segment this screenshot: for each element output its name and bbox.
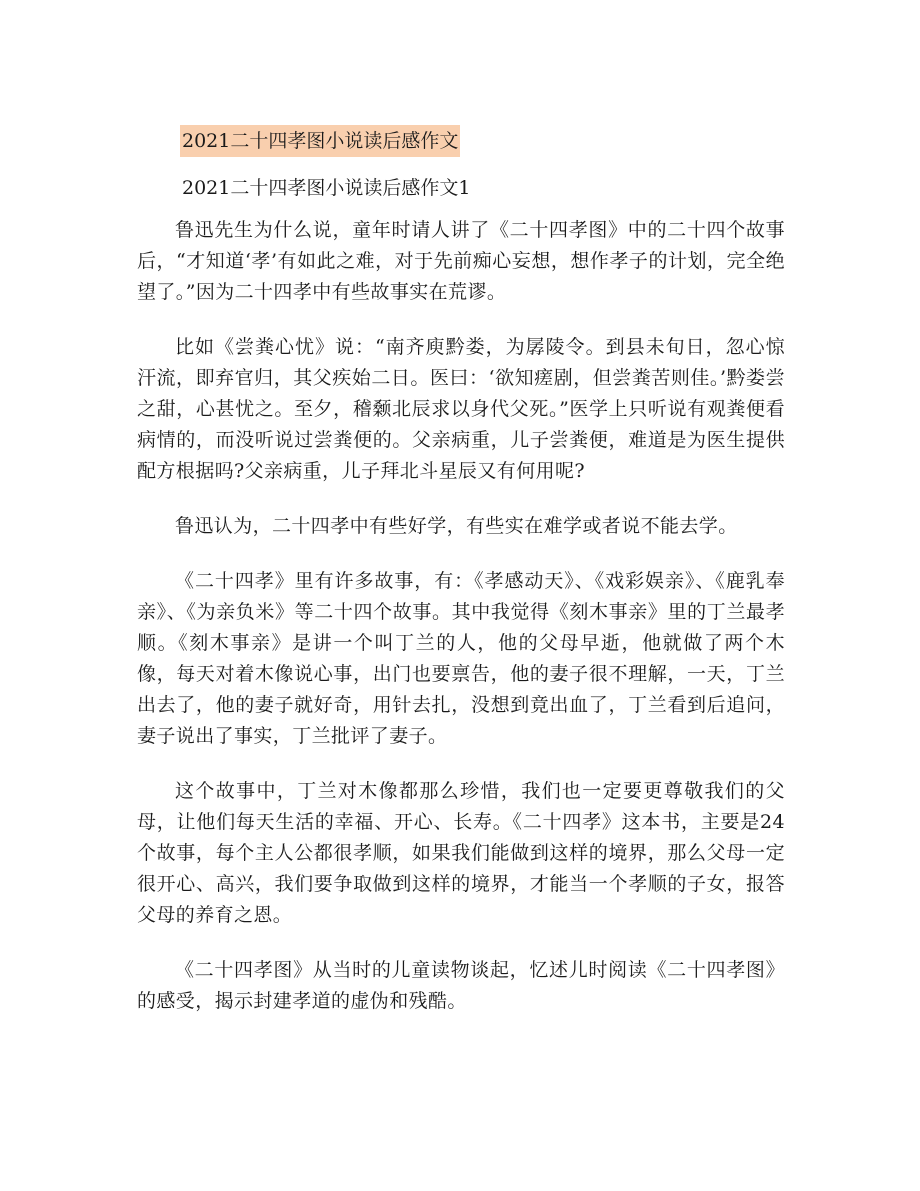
paragraph: 比如《尝粪心忧》说：“南齐庾黔娄，为孱陵令。到县未旬日，忽心惊汗流，即弃官归，其父疾始二日。医曰：‘欲知瘥剧，但尝粪苦则佳。’黔娄尝之甜，心甚忧之。至夕，稽颡北辰求以身代父死。”医学上只听说有观粪便看病情的，而没听说过尝粪便的。父亲病重，儿子尝粪便，难道是为医生提供配方根据吗?父亲病重，儿子拜北斗星辰又有何用呢?	[137, 336, 785, 482]
document-subtitle: 2021二十四孝图小说读后感作文1	[182, 177, 471, 199]
document-body	[137, 215, 785, 1041]
document-title: 2021二十四孝图小说读后感作文	[180, 125, 460, 157]
paragraph: 这个故事中，丁兰对木像都那么珍惜，我们也一定要更尊敬我们的父母，让他们每天生活的幸福、开心、长寿。《二十四孝》这本书，主要是24个故事，每个主人公都很孝顺，如果我们能做到这样的境界，那么父母一定很开心、高兴，我们要争取做到这样的境界，才能当一个孝顺的子女，报答父母的养育之恩。	[137, 780, 785, 926]
paragraph: 《二十四孝图》从当时的儿童读物谈起，忆述儿时阅读《二十四孝图》的感受，揭示封建孝道的虚伪和残酷。	[137, 959, 785, 1012]
paragraph: 鲁迅先生为什么说，童年时请人讲了《二十四孝图》中的二十四个故事后，“才知道‘孝’有如此之难，对于先前痴心妄想，想作孝子的计划，完全绝望了。”因为二十四孝中有些故事实在荒谬。	[137, 219, 785, 303]
paragraph: 鲁迅认为，二十四孝中有些好学，有些实在难学或者说不能去学。	[175, 515, 738, 537]
paragraph: 《二十四孝》里有许多故事，有：《孝感动天》、《戏彩娱亲》、《鹿乳奉亲》、《为亲负米》等二十四个故事。其中我觉得《刻木事亲》里的丁兰最孝顺。《刻木事亲》是讲一个叫丁兰的人，他的父母早逝，他就做了两个木像，每天对着木像说心事，出门也要禀告，他的妻子很不理解，一天，丁兰出去了，他的妻子就好奇，用针去扎，没想到竟出血了，丁兰看到后追问，妻子说出了事实，丁兰批评了妻子。	[137, 570, 785, 747]
